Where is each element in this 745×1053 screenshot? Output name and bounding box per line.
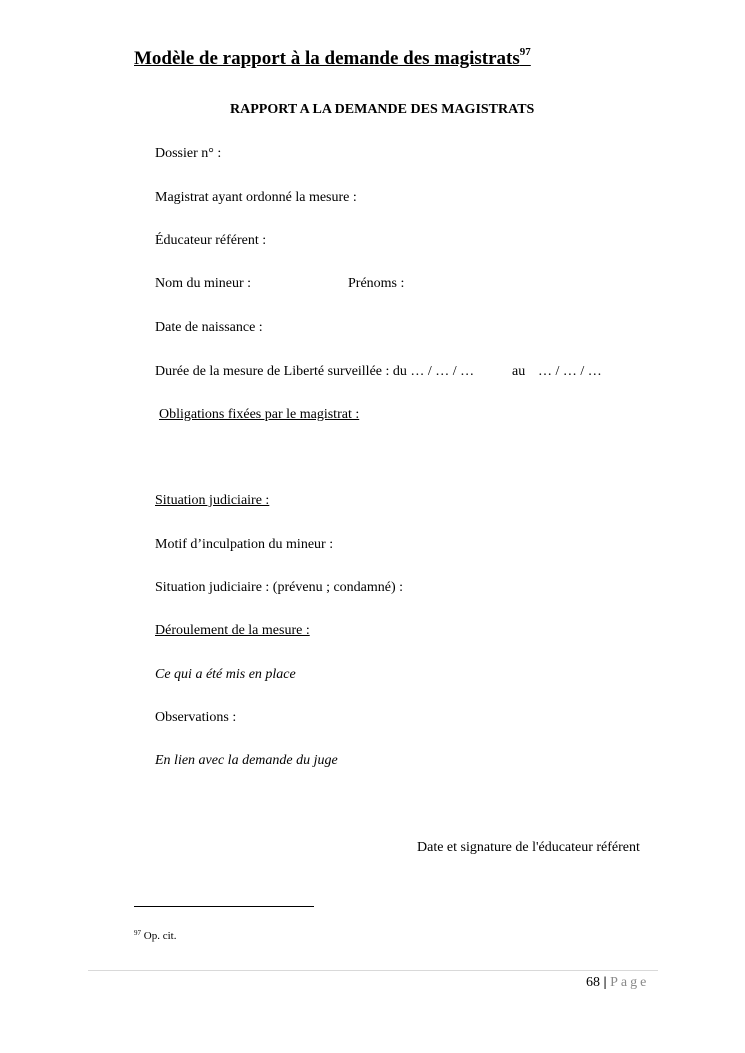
magistrat-field-label: Magistrat ayant ordonné la mesure : — [155, 190, 357, 205]
obligations-heading: Obligations fixées par le magistrat : — [159, 407, 360, 422]
page-number: 68 — [586, 975, 600, 990]
prenoms-field-label: Prénoms : — [348, 276, 405, 291]
duree-end-placeholder: … / … / … — [538, 364, 602, 379]
footer-divider — [88, 970, 658, 971]
mis-en-place-note: Ce qui a été mis en place — [155, 667, 296, 682]
footnote — [134, 930, 176, 942]
observations-field-label: Observations : — [155, 710, 237, 725]
footnote-number: 97 — [134, 929, 141, 937]
date-naissance-field-label: Date de naissance : — [155, 320, 263, 335]
page-footer — [586, 975, 649, 991]
page-title — [134, 48, 531, 70]
situation-judiciaire-heading: Situation judiciaire : — [155, 493, 270, 508]
title-text: Modèle de rapport à la demande des magistrats — [134, 48, 520, 69]
duree-au-label: au — [512, 364, 526, 379]
page-label: Page — [610, 975, 650, 990]
lien-juge-note: En lien avec la demande du juge — [155, 753, 338, 768]
footer-separator: | — [603, 975, 607, 990]
footnote-text: Op. cit. — [143, 930, 177, 942]
footnote-ref: 97 — [519, 46, 531, 58]
situation-detail-label: Situation judiciaire : (prévenu ; condamné) : — [155, 580, 404, 595]
dossier-field-label: Dossier n° : — [155, 146, 222, 161]
deroulement-heading: Déroulement de la mesure : — [155, 623, 310, 638]
motif-field-label: Motif d’inculpation du mineur : — [155, 537, 334, 552]
duree-field-label: Durée de la mesure de Liberté surveillée : du … / … / … — [155, 364, 475, 379]
nom-mineur-field-label: Nom du mineur : — [155, 276, 252, 291]
signature-line: Date et signature de l'éducateur référent — [417, 840, 640, 855]
footnote-separator — [134, 906, 314, 907]
educateur-field-label: Éducateur référent : — [155, 233, 267, 248]
report-heading: RAPPORT A LA DEMANDE DES MAGISTRATS — [230, 102, 535, 117]
